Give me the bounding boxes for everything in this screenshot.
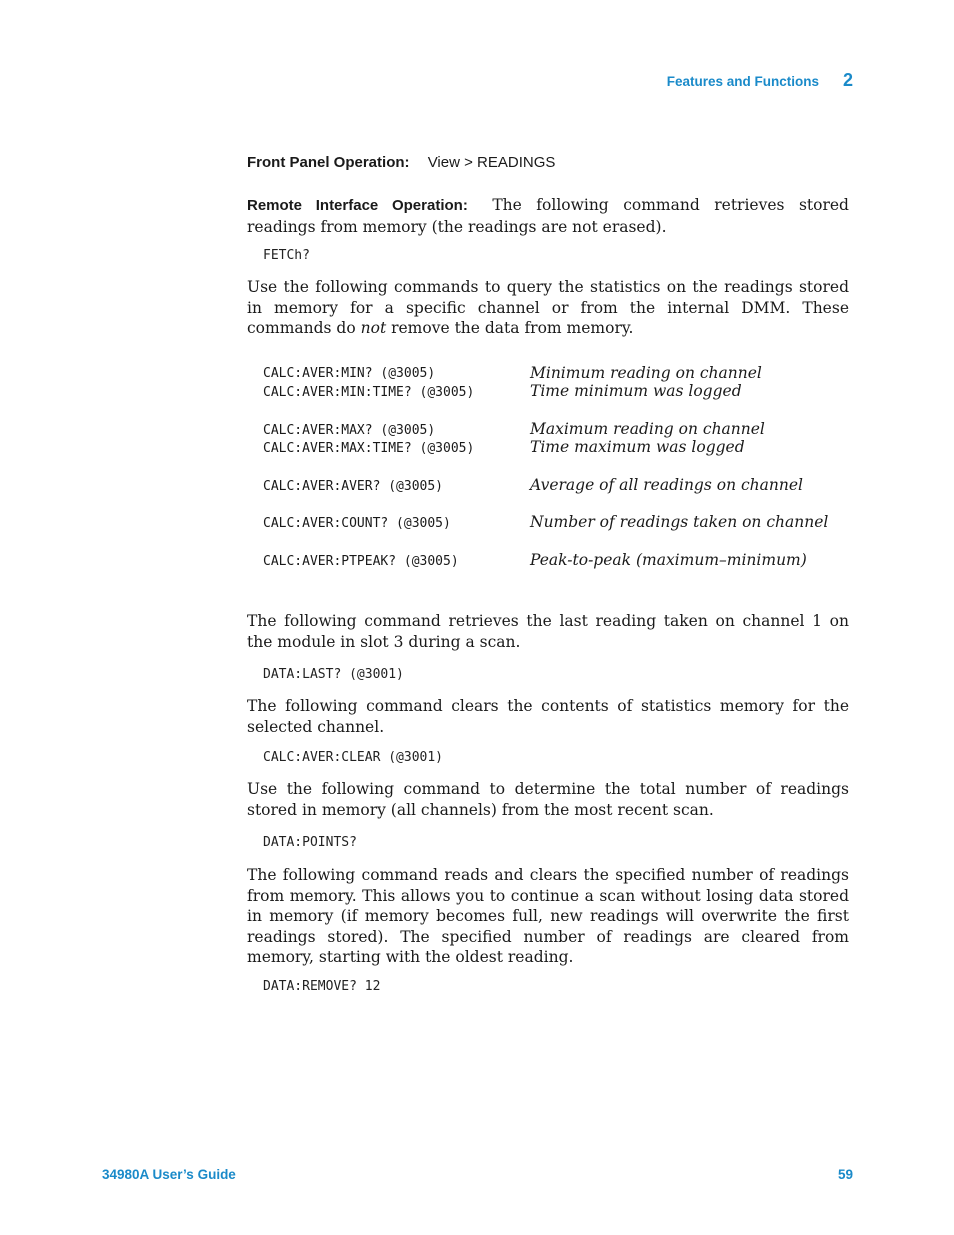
stats-text-before: Use the following commands to query the statistics on the readings stored in memory for a specific channel or from the internal DMM. These commands do	[247, 278, 849, 337]
code-aver-clear: CALC:AVER:CLEAR (@3001)	[263, 750, 444, 765]
chapter-number: 2	[843, 70, 854, 90]
command-max-desc: Maximum reading on channel	[530, 420, 765, 438]
code-data-last: DATA:LAST? (@3001)	[263, 667, 404, 682]
remote-interface-paragraph	[247, 195, 849, 237]
clear-paragraph: The following command clears the contents of statistics memory for the selected channel.	[247, 697, 849, 736]
points-paragraph: Use the following command to determine the total number of readings stored in memory (all channels) from the most recent scan.	[247, 780, 849, 819]
footer-guide-title: 34980A User’s Guide	[102, 1167, 236, 1182]
code-data-remove: DATA:REMOVE? 12	[263, 979, 381, 994]
command-aver-desc: Average of all readings on channel	[530, 476, 803, 494]
code-data-points: DATA:POINTS?	[263, 835, 357, 850]
command-max: CALC:AVER:MAX? (@3005)	[263, 423, 436, 438]
command-count: CALC:AVER:COUNT? (@3005)	[263, 516, 451, 531]
remote-interface-text: The following command retrieves stored readings from memory (the readings are not erased).	[247, 196, 849, 236]
command-ptpeak: CALC:AVER:PTPEAK? (@3005)	[263, 554, 459, 569]
remove-paragraph: The following command reads and clears the specified number of readings from memory. This allows you to continue a scan without losing data stored in memory (if memory becomes full, new readings will overwrite the first readings stored). The specified number of readings are cleared from memory, starting with the oldest reading.	[247, 866, 849, 966]
command-ptpeak-desc: Peak-to-peak (maximum–minimum)	[530, 551, 807, 569]
command-min-desc: Minimum reading on channel	[530, 364, 762, 382]
command-max-time-desc: Time maximum was logged	[530, 438, 745, 456]
stats-text-emphasis: not	[360, 319, 387, 337]
front-panel-value: View > READINGS	[427, 154, 556, 171]
last-reading-paragraph: The following command retrieves the last reading taken on channel 1 on the module in slot 3 during a scan.	[247, 612, 849, 651]
stats-text-after: remove the data from memory.	[386, 319, 634, 337]
command-min: CALC:AVER:MIN? (@3005)	[263, 366, 436, 381]
running-header-section: Features and Functions	[666, 74, 819, 89]
page-number: 59	[838, 1167, 854, 1182]
command-min-time-desc: Time minimum was logged	[530, 382, 742, 400]
stats-paragraph	[247, 277, 849, 339]
front-panel-operation	[247, 154, 849, 171]
remote-interface-label: Remote Interface Operation:	[247, 197, 468, 214]
command-max-time: CALC:AVER:MAX:TIME? (@3005)	[263, 441, 475, 456]
front-panel-label: Front Panel Operation:	[247, 154, 410, 171]
code-fetch: FETCh?	[263, 248, 310, 263]
command-min-time: CALC:AVER:MIN:TIME? (@3005)	[263, 385, 475, 400]
command-count-desc: Number of readings taken on channel	[530, 513, 829, 531]
command-aver: CALC:AVER:AVER? (@3005)	[263, 479, 444, 494]
